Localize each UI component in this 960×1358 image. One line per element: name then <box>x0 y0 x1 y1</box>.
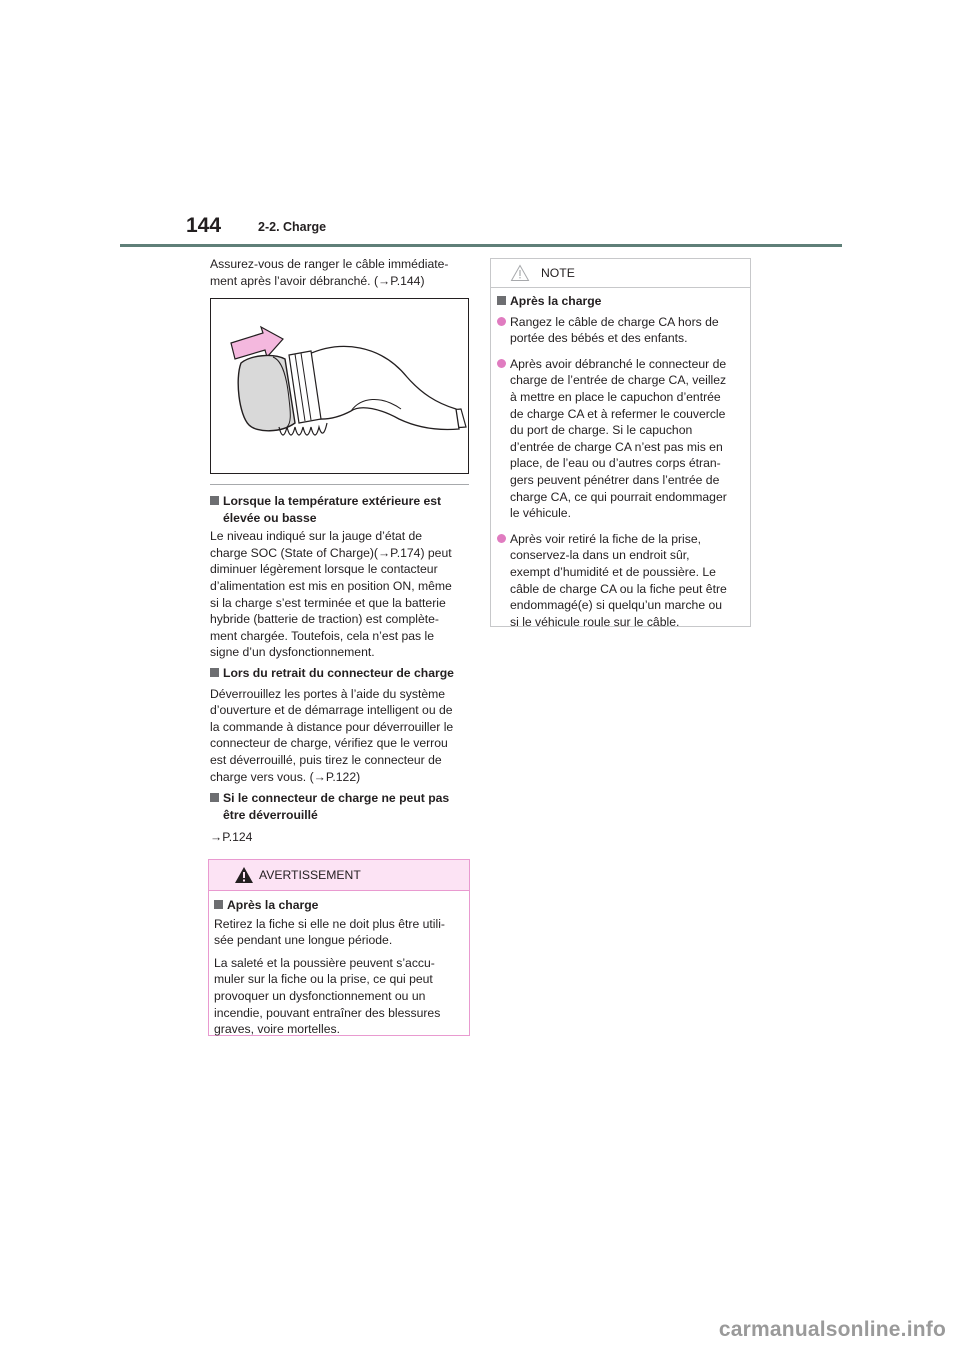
warning-line: sée pendant une longue période. <box>214 933 393 948</box>
section-heading <box>210 665 470 682</box>
section-cannot-unlock <box>210 790 470 846</box>
warning-paragraph <box>214 955 464 1038</box>
figure-divider <box>210 484 469 485</box>
body-line: d’alimentation est mis en position ON, même <box>210 578 452 593</box>
intro-line: ment après l’avoir débranché. (→P.144) <box>210 273 425 288</box>
note-line: Rangez le câble de charge CA hors de <box>510 314 719 329</box>
heading-line: élevée ou basse <box>223 510 317 525</box>
note-line: Après voir retiré la fiche de la prise, <box>510 531 702 546</box>
note-line: le véhicule. <box>510 506 571 521</box>
note-line: portée des bébés et des enfants. <box>510 331 688 346</box>
push-arrow-icon <box>231 327 283 359</box>
note-body <box>491 288 750 630</box>
note-line: charge de l’entrée de charge CA, veillez <box>510 373 727 388</box>
warning-line: provoquer un dysfonctionnement ou un <box>214 988 426 1003</box>
note-item <box>497 314 744 347</box>
body-line: →P.124 <box>210 830 253 845</box>
heading-line: Lors du retrait du connecteur de charge <box>223 666 454 680</box>
body-line: charge SOC (State of Charge)(→P.174) peut <box>210 545 452 560</box>
warning-body <box>209 891 469 1038</box>
heading-line: Si le connecteur de charge ne peut pas <box>223 791 450 805</box>
note-line: gers peuvent pénétrer dans l’entrée de <box>510 472 720 487</box>
note-item <box>497 531 744 631</box>
warning-line: incendie, pouvant entraîner des blessures <box>214 1005 441 1020</box>
body-line: la commande à distance pour déverrouiller le <box>210 719 454 734</box>
note-line: du port de charge. Si le capuchon <box>510 423 693 438</box>
body-line: connecteur de charge, vérifiez que le verrou <box>210 736 448 751</box>
section-body <box>210 686 470 786</box>
note-item <box>497 356 744 522</box>
charging-connector-figure <box>210 298 469 474</box>
note-line: à mettre en place le capuchon d’entrée <box>510 389 721 404</box>
body-line: ment chargée. Toutefois, cela n’est pas le <box>210 628 435 643</box>
heading-line: Lorsque la température extérieure est <box>223 494 442 508</box>
warning-title: AVERTISSEMENT <box>259 868 361 882</box>
note-header <box>491 259 750 288</box>
header-rule <box>120 244 842 247</box>
warning-line: graves, voire mortelles. <box>214 1022 340 1037</box>
body-line: signe d’un dysfonctionnement. <box>210 645 375 660</box>
section-body <box>210 829 470 846</box>
warning-paragraph <box>214 916 464 949</box>
body-line: hybride (batterie de traction) est complète- <box>210 612 439 627</box>
section-body <box>210 528 470 661</box>
bullet-dot-icon <box>497 359 506 368</box>
note-line: conservez-la dans un endroit sûr, <box>510 548 690 563</box>
intro-line: Assurez-vous de ranger le câble immédiate- <box>210 257 449 271</box>
section-temperature <box>210 493 470 661</box>
warning-header <box>209 860 469 891</box>
note-line: endommagé(e) si quelqu’un marche ou <box>510 598 723 613</box>
body-line: d’ouverture et de démarrage intelligent ou de <box>210 703 453 718</box>
body-line: diminuer légèrement lorsque le contacteur <box>210 562 438 577</box>
note-box <box>490 258 751 627</box>
warning-heading: Après la charge <box>214 897 464 914</box>
bullet-dot-icon <box>497 317 506 326</box>
body-line: Déverrouillez les portes à l’aide du système <box>210 686 446 701</box>
body-line: si la charge s’est terminée et que la batterie <box>210 595 446 610</box>
watermark: carmanualsonline.info <box>718 1318 946 1341</box>
warning-box <box>208 859 470 1036</box>
note-line: de charge CA et à refermer le couvercle <box>510 406 726 421</box>
note-line: Après avoir débranché le connecteur de <box>510 356 727 371</box>
heading-line: être déverrouillé <box>223 807 318 822</box>
note-line: exempt d’humidité et de poussière. Le <box>510 564 716 579</box>
warning-triangle-icon <box>234 866 254 884</box>
warning-line: La saleté et la poussière peuvent s’accu- <box>214 955 435 970</box>
caution-triangle-outline-icon <box>510 264 530 282</box>
section-heading <box>210 790 470 823</box>
note-heading: Après la charge <box>497 293 744 310</box>
body-line: est déverrouillé, puis tirez le connecteur de <box>210 752 442 767</box>
note-line: d’entrée de charge CA n’est pas mis en <box>510 439 723 454</box>
charging-connector-illustration-icon <box>211 299 468 473</box>
warning-line: muler sur la fiche ou la prise, ce qui peut <box>214 972 433 987</box>
note-title: NOTE <box>541 266 575 280</box>
intro-paragraph <box>210 256 470 289</box>
body-line: Le niveau indiqué sur la jauge d’état de <box>210 529 423 544</box>
section-title: 2-2. Charge <box>258 220 327 234</box>
note-line: place, de l’eau ou d’autres corps étran- <box>510 456 721 471</box>
note-line: si le véhicule roule sur le câble. <box>510 614 680 629</box>
section-remove-connector <box>210 665 470 785</box>
bullet-dot-icon <box>497 534 506 543</box>
note-line: charge CA, ce qui pourrait endommager <box>510 489 727 504</box>
page-number: 144 <box>186 214 222 237</box>
section-heading <box>210 493 470 526</box>
warning-line: Retirez la fiche si elle ne doit plus être utili- <box>214 916 445 931</box>
body-line: charge vers vous. (→P.122) <box>210 769 361 784</box>
note-line: câble de charge CA ou la fiche peut être <box>510 581 727 596</box>
